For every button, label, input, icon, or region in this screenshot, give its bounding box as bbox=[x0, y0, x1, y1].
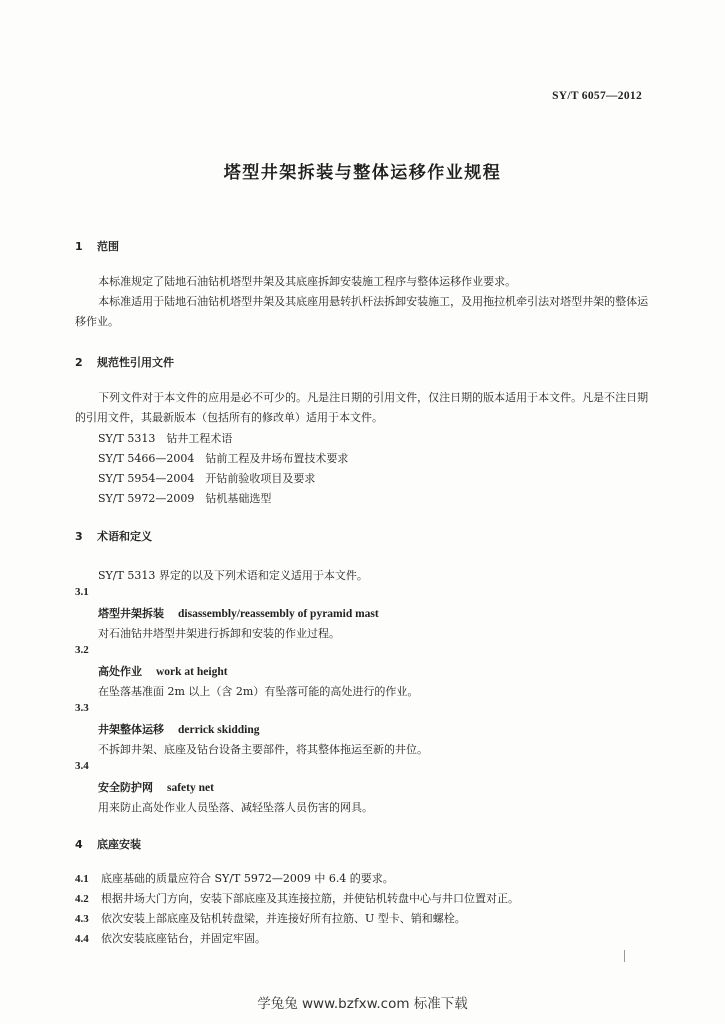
section-number: 1 bbox=[75, 240, 83, 253]
standard-number: SY/T 6057—2012 bbox=[552, 90, 642, 102]
section-2-body bbox=[75, 388, 650, 428]
clause-text: 根据井场大门方向，安装下部底座及其连接拉筋，并使钻机转盘中心与井口位置对正。 bbox=[101, 892, 519, 905]
term-number: 3.1 bbox=[75, 586, 89, 598]
section-heading-4 bbox=[75, 836, 141, 852]
term-heading bbox=[98, 721, 259, 737]
reference-item: SY/T 5313 钻井工程术语 bbox=[98, 432, 233, 445]
clause-item bbox=[75, 870, 394, 886]
clause-number: 4.1 bbox=[75, 873, 89, 885]
term-en: derrick skidding bbox=[178, 724, 260, 736]
clause-item bbox=[75, 890, 519, 906]
term-number: 3.3 bbox=[75, 702, 89, 714]
clause-item bbox=[75, 910, 466, 926]
document-title: 塔型井架拆装与整体运移作业规程 bbox=[223, 163, 502, 183]
clause-number: 4.4 bbox=[75, 933, 89, 945]
term-number: 3.2 bbox=[75, 644, 89, 656]
term-en: disassembly/reassembly of pyramid mast bbox=[178, 608, 379, 620]
term-heading bbox=[98, 663, 228, 679]
clause-text: 底座基础的质量应符合 SY/T 5972—2009 中 6.4 的要求。 bbox=[101, 872, 394, 885]
term-zh: 井架整体运移 bbox=[98, 723, 164, 736]
section-1-body bbox=[75, 272, 650, 332]
term-definition: 在坠落基准面 2m 以上（含 2m）有坠落可能的高处进行的作业。 bbox=[98, 685, 419, 698]
section-number: 2 bbox=[75, 356, 83, 369]
term-zh: 安全防护网 bbox=[98, 781, 153, 794]
clause-item bbox=[75, 930, 266, 946]
paragraph: 下列文件对于本文件的应用是必不可少的。凡是注日期的引用文件，仅注日期的版本适用于本文件。凡是不注日期的引用文件，其最新版本（包括所有的修改单）适用于本文件。 bbox=[75, 391, 649, 424]
clause-text: 依次安装底座钻台，并固定牢固。 bbox=[101, 932, 266, 945]
page-edge-mark bbox=[624, 950, 625, 962]
term-definition: 对石油钻井塔型井架进行拆卸和安装的作业过程。 bbox=[98, 627, 340, 640]
section-heading-1 bbox=[75, 238, 119, 254]
section-number: 4 bbox=[75, 838, 83, 851]
term-zh: 高处作业 bbox=[98, 665, 142, 678]
term-number: 3.4 bbox=[75, 760, 89, 772]
section-3-intro: SY/T 5313 界定的以及下列术语和定义适用于本文件。 bbox=[98, 569, 368, 582]
term-en: safety net bbox=[167, 782, 214, 794]
term-definition: 不拆卸井架、底座及钻台设备主要部件，将其整体拖运至新的井位。 bbox=[98, 743, 428, 756]
term-zh: 塔型井架拆装 bbox=[98, 607, 164, 620]
reference-item: SY/T 5954—2004 开钻前验收项目及要求 bbox=[98, 472, 316, 485]
term-heading bbox=[98, 779, 214, 795]
section-number: 3 bbox=[75, 530, 83, 543]
paragraph: 本标准适用于陆地石油钻机塔型井架及其底座用悬转扒杆法拆卸安装施工，及用拖拉机牵引法对塔型井架的整体运移作业。 bbox=[75, 295, 649, 328]
reference-item: SY/T 5466—2004 钻前工程及井场布置技术要求 bbox=[98, 452, 349, 465]
section-title: 底座安装 bbox=[97, 838, 141, 851]
section-title: 范围 bbox=[97, 240, 119, 253]
reference-item: SY/T 5972—2009 钻机基础选型 bbox=[98, 492, 272, 505]
clause-number: 4.3 bbox=[75, 913, 89, 925]
term-en: work at height bbox=[156, 666, 228, 678]
section-heading-2 bbox=[75, 354, 174, 370]
term-heading bbox=[98, 605, 379, 621]
paragraph: 本标准规定了陆地石油钻机塔型井架及其底座拆卸安装施工程序与整体运移作业要求。 bbox=[98, 275, 517, 288]
section-title: 规范性引用文件 bbox=[97, 356, 174, 369]
section-title: 术语和定义 bbox=[97, 530, 152, 543]
footer-watermark: 学兔兔 www.bzfxw.com 标准下载 bbox=[257, 996, 468, 1012]
clause-text: 依次安装上部底座及钻机转盘梁，并连接好所有拉筋、U 型卡、销和螺栓。 bbox=[101, 912, 466, 925]
clause-number: 4.2 bbox=[75, 893, 89, 905]
section-heading-3 bbox=[75, 528, 152, 544]
term-definition: 用来防止高处作业人员坠落、减轻坠落人员伤害的网具。 bbox=[98, 801, 373, 814]
